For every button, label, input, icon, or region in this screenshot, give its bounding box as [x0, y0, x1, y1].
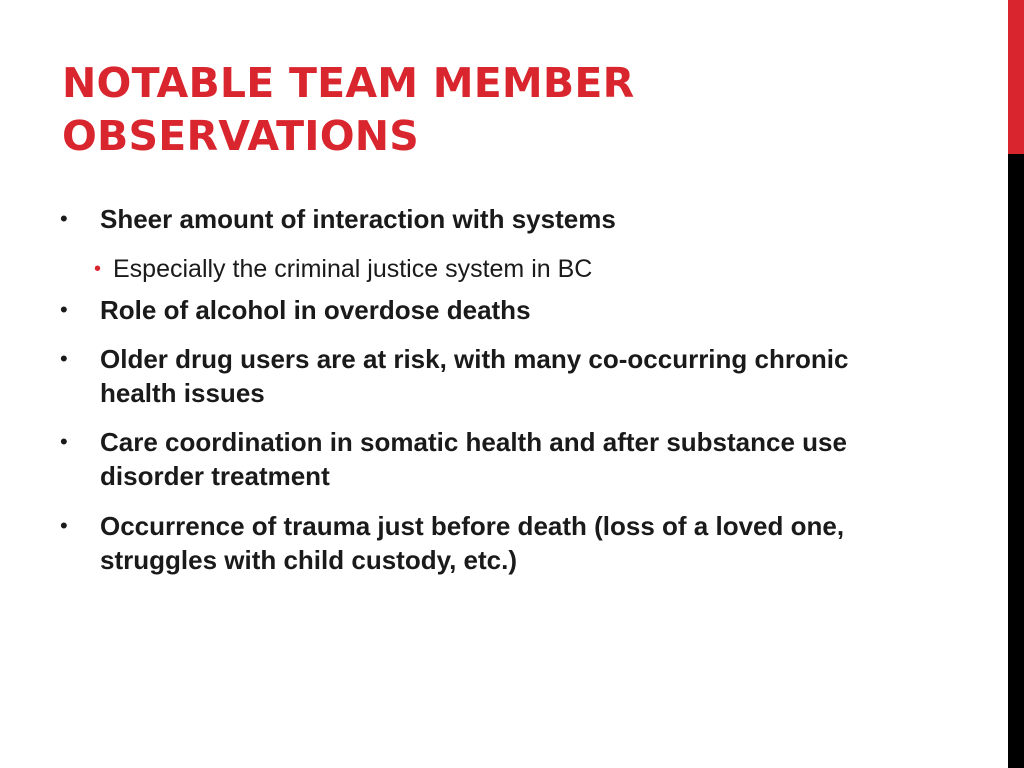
bullet-marker: •	[60, 206, 68, 231]
side-accent-bar	[1008, 0, 1024, 768]
bullet-marker: •	[60, 297, 68, 322]
bullet-item-system-interaction: Sheer amount of interaction with systems	[100, 204, 616, 234]
bullet-item-alcohol: Role of alcohol in overdose deaths	[100, 295, 531, 325]
bullet-item-older-users: Older drug users are at risk, with many co-occurring chronic health issues	[100, 344, 849, 408]
side-accent-bar-red	[1008, 0, 1024, 154]
bullet-item-care-coordination: Care coordination in somatic health and after substance use disorder treatment	[100, 427, 847, 491]
bullet-marker: •	[60, 429, 68, 454]
sub-bullet-item-criminal-justice: Especially the criminal justice system in BC	[113, 255, 593, 283]
bullet-marker: •	[60, 513, 68, 538]
slide-title-line-1: NOTABLE TEAM MEMBER	[62, 59, 635, 107]
slide-title-line-2: OBSERVATIONS	[62, 112, 420, 160]
bullet-marker: •	[60, 346, 68, 371]
bullet-item-trauma: Occurrence of trauma just before death (loss of a loved one, struggles with child custody, etc.)	[100, 511, 845, 575]
sub-bullet-marker: •	[94, 258, 102, 280]
